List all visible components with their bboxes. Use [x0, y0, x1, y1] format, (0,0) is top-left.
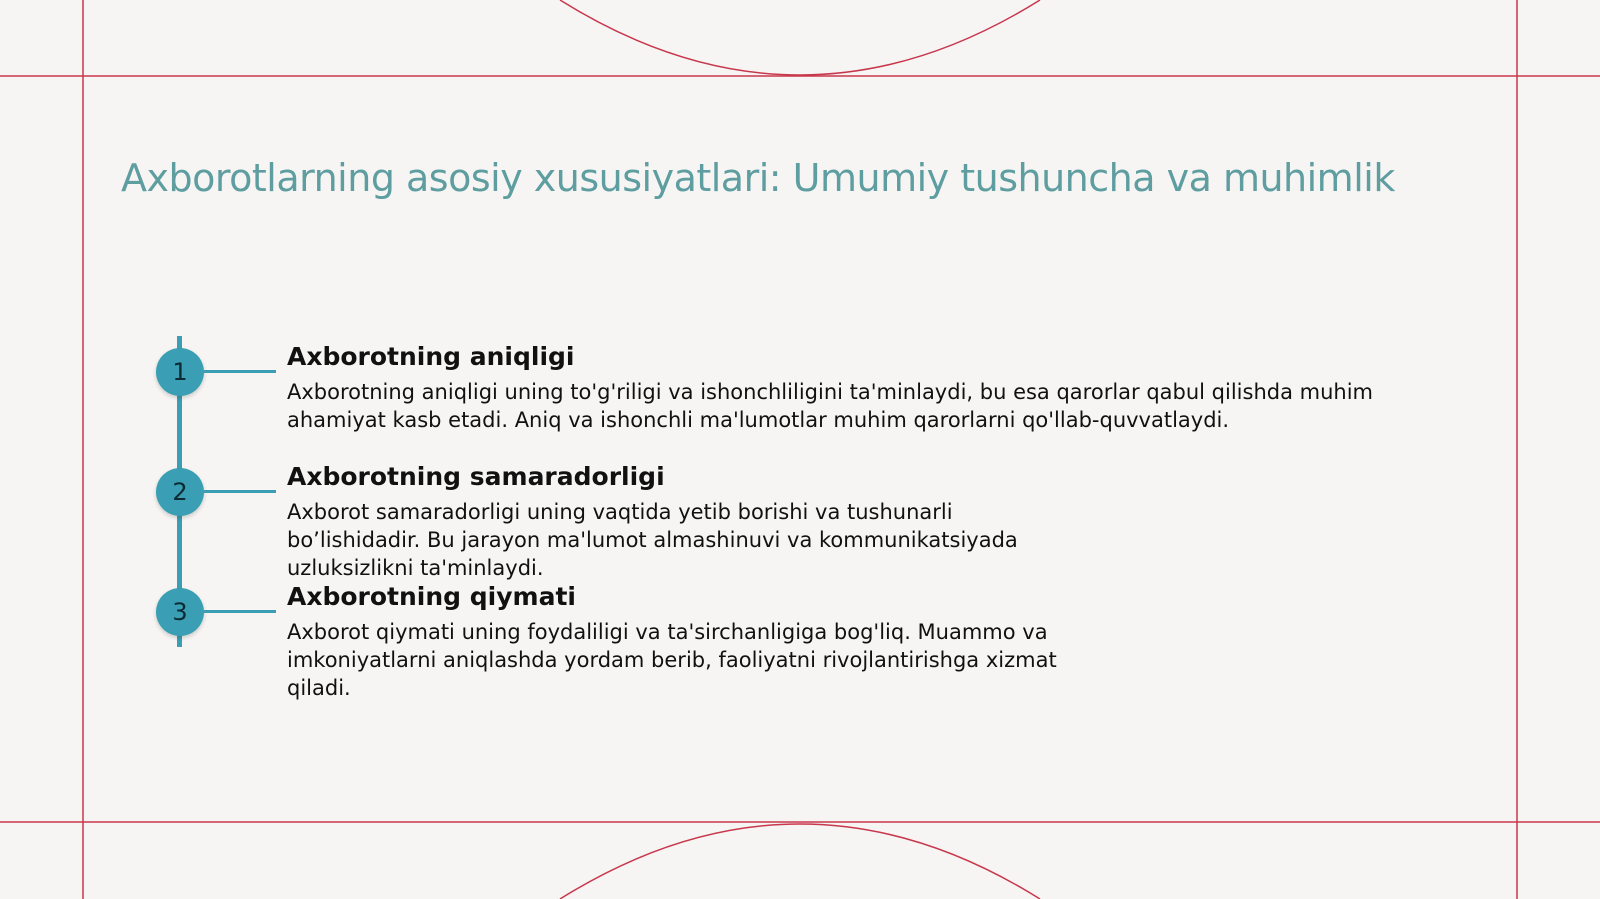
step-body: Axborot qiymati uning foydaliligi va ta'sirchanligiga bog'liq. Muammo va imkoniyatlarni aniqlashda yordam berib, faoliyatni rivojlantirishga xizmat qiladi. — [287, 620, 1057, 700]
step-heading: Axborotning qiymati — [287, 582, 576, 611]
frame-arc-top — [560, 0, 1040, 75]
page-title: Axborotlarning asosiy xususiyatlari: Umumiy tushuncha va muhimlik — [121, 156, 1395, 200]
step-heading: Axborotning samaradorligi — [287, 462, 665, 491]
step-number-badge: 3 — [156, 588, 204, 636]
step-connector — [204, 370, 276, 373]
frame-arc-bottom — [560, 824, 1040, 899]
step-body: Axborot samaradorligi uning vaqtida yetib borishi va tushunarli bo’lishidadir. Bu jarayon ma'lumot almashinuvi va kommunikatsiyada uzluksizlikni ta'minlaydi. — [287, 500, 1018, 580]
step-heading: Axborotning aniqligi — [287, 342, 575, 371]
step-connector — [204, 490, 276, 493]
step-number-badge: 1 — [156, 348, 204, 396]
step-connector — [204, 610, 276, 613]
step-body: Axborotning aniqligi uning to'g'riligi va ishonchliligini ta'minlaydi, bu esa qarorlar qabul qilishda muhim ahamiyat kasb etadi. Aniq va ishonchli ma'lumotlar muhim qarorlarni qo'llab-quvvatlaydi. — [287, 380, 1374, 432]
step-number-badge: 2 — [156, 468, 204, 516]
